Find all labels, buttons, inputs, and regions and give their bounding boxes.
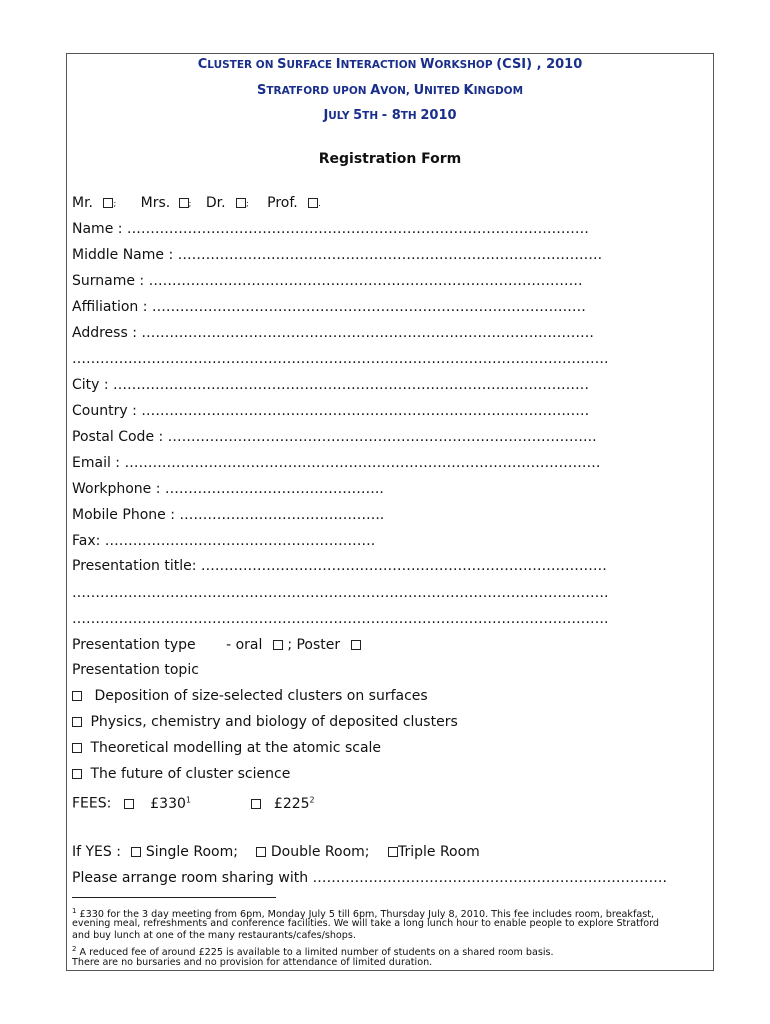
workshop-title: CLUSTER ON SURFACE INTERACTION WORKSHOP (CSI) , 2010: [197, 57, 583, 72]
double-room-label: Double Room;: [270, 844, 370, 860]
poster-label: ; Poster: [287, 637, 341, 653]
topic-option-deposition: Deposition of size-selected clusters on surfaces: [72, 687, 428, 705]
mobile-phone-field[interactable]: Mobile Phone : ……………………………………..: [72, 507, 385, 523]
oral-checkbox[interactable]: [273, 640, 283, 650]
topic-future-checkbox[interactable]: [72, 769, 82, 779]
room-type-row: [72, 843, 480, 861]
fee-330-checkbox[interactable]: [124, 799, 134, 809]
affiliation-field[interactable]: Affiliation : …………………………………………………………………………………: [72, 299, 586, 315]
footnote-1-line-3: and buy lunch at one of the many restaurants/cafes/shops.: [72, 930, 356, 941]
prof-checkbox[interactable]: [308, 198, 318, 208]
topic-modelling-checkbox[interactable]: [72, 743, 82, 753]
footnote-1-line-2: evening meal, refreshments and conference facilities. We will take a long lunch hour to enable people to explore Stratford: [72, 918, 659, 929]
dr-label: Dr.: [205, 195, 226, 211]
topic-option-future: The future of cluster science: [72, 765, 290, 783]
surname-field[interactable]: Surname : …………………………………………………………………………………: [72, 273, 583, 289]
single-room-checkbox[interactable]: [131, 847, 141, 857]
fees-row: [72, 791, 315, 813]
mr-label: Mr.: [72, 195, 93, 211]
mrs-label: Mrs.: [140, 195, 171, 211]
postal-code-field[interactable]: Postal Code : ………………………………………………………………………………..: [72, 429, 597, 445]
fees-label: FEES:: [72, 795, 112, 812]
fax-field[interactable]: Fax: ………………………………………………….: [72, 533, 376, 549]
fee-330-label: $£330^1$: [150, 795, 191, 812]
topic-option-physics: Physics, chemistry and biology of deposited clusters: [72, 713, 458, 731]
presentation-title-continuation-1[interactable]: …………………………………………………………………………………………………….: [72, 585, 609, 601]
name-field[interactable]: Name : ………………………………………………………………………………………: [72, 221, 589, 237]
salutation-row: Mr. ; Mrs. ; Dr. ; Prof. .: [72, 195, 321, 211]
fee-225-label: $£225^2$: [273, 795, 315, 812]
middle-name-field[interactable]: Middle Name : ……………………………………………………………………………….: [72, 247, 603, 263]
mr-checkbox[interactable]: [103, 198, 113, 208]
workshop-dates: JULY 5TH - 8TH 2010: [323, 108, 457, 123]
single-room-label: Single Room;: [145, 844, 238, 860]
oral-label: - oral: [226, 637, 263, 653]
double-room-checkbox[interactable]: [256, 847, 266, 857]
address-field[interactable]: Address : …………………………………………………………………………………….: [72, 325, 594, 341]
presentation-type-row: [72, 636, 361, 654]
email-field[interactable]: Email : …………………………………………………………………………………………: [72, 455, 601, 471]
topic-deposition-checkbox[interactable]: [72, 691, 82, 701]
address-continuation-field[interactable]: …………………………………………………………………………………………………….: [72, 351, 609, 367]
presentation-type-label: Presentation type: [72, 637, 196, 653]
prof-label: Prof.: [267, 195, 298, 211]
country-field[interactable]: Country : ……………………………………………………………………………………: [72, 403, 590, 419]
topic-physics-checkbox[interactable]: [72, 717, 82, 727]
dr-checkbox[interactable]: [236, 198, 246, 208]
room-sharing-field[interactable]: Please arrange room sharing with ………………………………………………………………….: [72, 870, 667, 886]
presentation-title-field[interactable]: Presentation title: ……………………………………………………………………………: [72, 558, 607, 574]
footnote-2: $^2$ A reduced fee of around £225 is available to a limited number of students on a shared room basis.: [72, 945, 554, 959]
city-field[interactable]: City : …………………………………………………………………………………………: [72, 377, 590, 393]
presentation-title-continuation-2[interactable]: …………………………………………………………………………………………………….: [72, 611, 609, 627]
topic-option-modelling: Theoretical modelling at the atomic scale: [72, 739, 381, 757]
footnote-1-line-1: $^1$ £330 for the 3 day meeting from 6pm, Monday July 5 till 6pm, Thursday July 8, 2010. This fee includes room, breakfast,: [72, 907, 655, 921]
footnote-divider: [72, 897, 276, 898]
workphone-field[interactable]: Workphone : ………………………………………..: [72, 481, 384, 497]
mrs-checkbox[interactable]: [179, 198, 189, 208]
workshop-location: STRATFORD UPON AVON, UNITED KINGDOM: [256, 83, 524, 98]
footnote-3: There are no bursaries and no provision for attendance of limited duration.: [72, 957, 433, 968]
form-title: Registration Form: [318, 151, 462, 167]
triple-room-checkbox[interactable]: [388, 847, 398, 857]
fee-225-checkbox[interactable]: [251, 799, 261, 809]
if-yes-label: If YES :: [72, 844, 121, 860]
presentation-topic-label: Presentation topic: [72, 662, 199, 678]
poster-checkbox[interactable]: [351, 640, 361, 650]
triple-room-label: Triple Room: [397, 844, 480, 860]
